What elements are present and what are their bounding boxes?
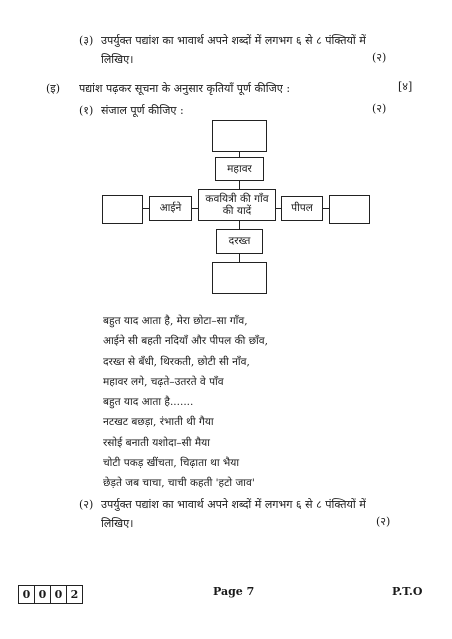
poem-line: बहुत याद आता है....... [103,396,194,409]
code-digit: 2 [70,588,79,601]
marks: (२) [376,515,391,528]
poem-line: बहुत याद आता है, मेरा छोटा–सा गाँव, [103,315,248,327]
paper-code [18,585,83,604]
question-text-cont: लिखिए। [101,517,134,530]
poem-line: नटखट बछड़ा, रंभाती थी गैया [103,416,214,429]
marks: (२) [372,51,387,64]
empty-box-right[interactable] [329,195,370,224]
poem [103,314,268,497]
question-text: उपर्युक्त पद्यांश का भावार्थ अपने शब्दों में लगभग ६ से ८ पंक्तियों में [101,498,366,511]
box-aaine: आईने [149,196,192,221]
code-digit: 0 [35,586,51,603]
question-number: (१) [79,104,94,117]
section-marks: [४] [398,80,413,93]
poem-line: चोटी पकड़ खींचता, चिढ़ाता था भैया [103,457,240,470]
poem-line: आईने सी बहती नदियाँ और पीपल की छाँव, [103,335,268,348]
poem-line: रसोई बनाती यशोदा–सी मैया [103,436,210,449]
empty-box-left[interactable] [102,195,143,224]
poem-line: महावर लगे, चढ़ते–उतरते वे पाँव [103,375,224,388]
section-label: (इ) [46,82,60,95]
center-box: कवयित्री की गाँव की यादें [198,189,276,221]
page-number: Page 7 [213,585,255,598]
pto-label: P.T.O [392,585,423,598]
question-text: संजाल पूर्ण कीजिए : [101,104,184,117]
question-text: उपर्युक्त पद्यांश का भावार्थ अपने शब्दों में लगभग ६ से ८ पंक्तियों में [101,34,366,47]
section-instruction: पद्यांश पढ़कर सूचना के अनुसार कृतियाँ पूर्ण कीजिए : [79,82,291,95]
code-digit: 0 [19,586,35,603]
poem-line: दरख्त से बँधी, थिरकती, छोटी सी नाँव, [103,355,250,368]
poem-line: छेड़ते जब चाचा, चाची कहती 'हटो जाव' [103,477,255,490]
question-number: (३) [79,34,94,47]
code-digit: 0 [51,586,67,603]
box-peepal: पीपल [281,196,323,221]
question-text-cont: लिखिए। [101,53,134,66]
box-darakht: दरख्त [216,229,263,254]
box-mahavar: महावर [215,157,264,181]
question-number: (२) [79,498,94,511]
empty-box-top[interactable] [212,120,267,152]
marks: (२) [372,102,387,115]
empty-box-bottom[interactable] [212,262,267,294]
